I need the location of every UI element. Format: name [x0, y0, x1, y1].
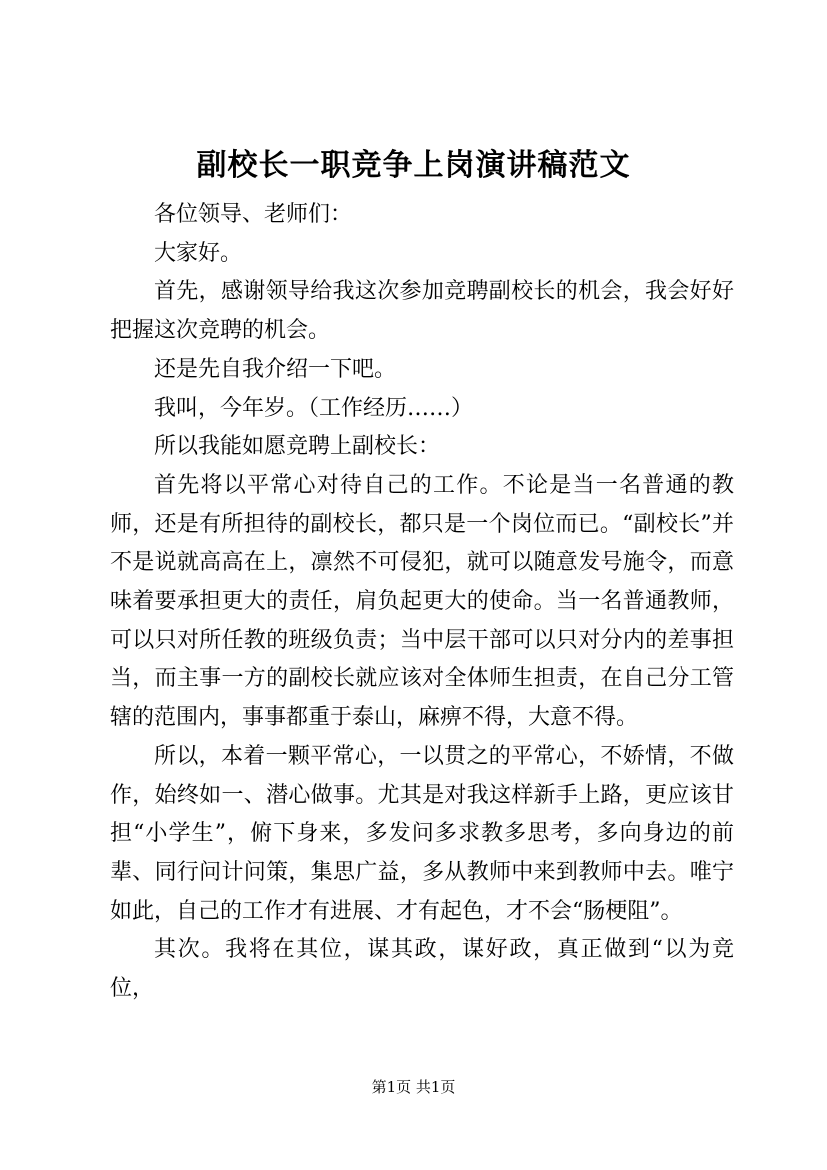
document-title: 副校长一职竞争上岗演讲稿范文: [196, 148, 631, 183]
paragraph-ordinary-heart: 所以，本着一颗平常心，一以贯之的平常心，不娇情，不做作，始终如一、潜心做事。尤其是对我这样新手上路，更应该甘担“小学生”，俯下身来，多发问多求教多思考，多向身边的前辈、同行问计问策，集思广益，多从教师中来到教师中去。唯宁如此，自己的工作才有进展、才有起色，才不会“肠梗阻”。: [110, 743, 734, 924]
paragraph-thanks: 首先，感谢领导给我这次参加竞聘副校长的机会，我会好好把握这次竞聘的机会。: [110, 279, 734, 344]
paragraph-intro: 还是先自我介绍一下吧。: [154, 356, 397, 382]
paragraph-greeting: 大家好。: [154, 240, 243, 266]
paragraph-salutation: 各位领导、老师们：: [154, 202, 353, 227]
paragraph-name-age: 我叫，今年岁。（工作经历……）: [154, 395, 474, 421]
page-footer: 第1页 共1页: [371, 1078, 456, 1096]
paragraph-second-point: 其次。我将在其位，谋其政，谋好政，真正做到“以为竞位，: [110, 937, 734, 1002]
document-body: [110, 196, 734, 1009]
paragraph-lead-in: 所以我能如愿竞聘上副校长：: [154, 434, 441, 460]
paragraph-first-point: 首先将以平常心对待自己的工作。不论是当一名普通的教师，还是有所担待的副校长，都只是一个岗位而已。“副校长”并不是说就高高在上，凛然不可侵犯，就可以随意发号施令，而意味着要承担更大的责任，肩负起更大的使命。当一名普通教师，可以只对所任教的班级负责；当中层干部可以只对分内的差事担当，而主事一方的副校长就应该对全体师生担责，在自己分工管辖的范围内，事事都重于泰山，麻痹不得，大意不得。: [110, 472, 734, 731]
